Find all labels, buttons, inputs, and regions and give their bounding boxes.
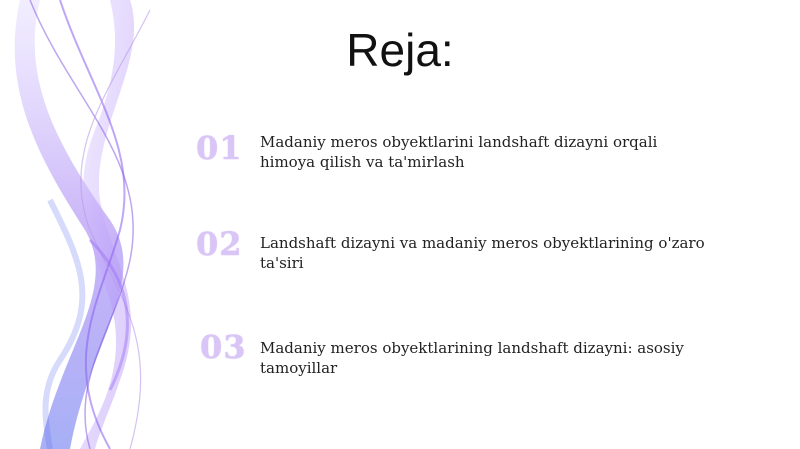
agenda-item-number: 02 [196, 225, 243, 263]
agenda-item-number: 03 [200, 328, 247, 366]
agenda-item-text: Madaniy meros obyektlarining landshaft dizayni: asosiy tamoyillar [260, 339, 684, 377]
agenda-item [196, 226, 756, 286]
agenda-item-text: Madaniy meros obyektlarini landshaft dizayni orqali himoya qilish va ta'mirlash [260, 133, 658, 171]
agenda-item-number: 01 [196, 129, 243, 167]
slide-title: Reja: [346, 24, 454, 76]
agenda-item-text: Landshaft dizayni va madaniy meros obyektlarining o'zaro ta'siri [260, 234, 705, 272]
agenda-item [196, 130, 756, 190]
agenda-item [196, 329, 756, 389]
